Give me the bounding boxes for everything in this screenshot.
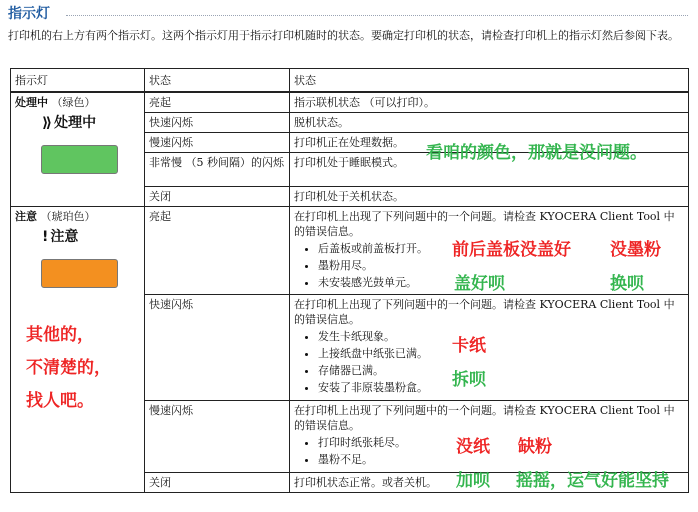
header-status: 状态 bbox=[290, 69, 689, 93]
indicator-table bbox=[10, 68, 689, 493]
list-item: • 后盖板或前盖板打开。 bbox=[318, 241, 684, 256]
attention-name: 注意 bbox=[15, 210, 37, 223]
annotation-left-others bbox=[26, 319, 111, 418]
state-cell: 慢速闪烁 bbox=[145, 133, 290, 153]
desc-text: 在打印机上出现了下列问题中的一个问题。请检查 KYOCERA Client Tool 中的错误信息。 bbox=[294, 404, 675, 432]
desc-cell: 打印机状态正常。或者关机。 bbox=[290, 473, 689, 493]
list-item: • 上接纸盘中纸张已满。 bbox=[318, 346, 684, 361]
state-cell: 关闭 bbox=[145, 187, 290, 207]
annotation-toner-empty: 没墨粉 bbox=[610, 240, 661, 260]
state-cell: 亮起 bbox=[145, 92, 290, 113]
desc-text: 在打印机上出现了下列问题中的一个问题。请检查 KYOCERA Client Tool 中的错误信息。 bbox=[294, 298, 675, 326]
exclamation-icon: ! bbox=[42, 229, 48, 245]
state-cell: 快速闪烁 bbox=[145, 113, 290, 133]
list-item: • 安装了非原装墨粉盒。 bbox=[318, 380, 684, 395]
annotation-left-line3: 找人吧。 bbox=[26, 391, 94, 411]
annotation-toner-fix: 换呗 bbox=[610, 274, 644, 294]
annotation-low-toner: 缺粉 bbox=[518, 437, 552, 457]
header-state: 状态 bbox=[145, 69, 290, 93]
annotation-low-toner-fix: 摇摇，运气好能坚持 bbox=[516, 471, 669, 491]
annotation-color-ok: 看咱的颜色，那就是没问题。 bbox=[426, 143, 647, 163]
desc-cell: 打印机处于睡眠模式。 bbox=[290, 153, 689, 187]
processing-panel-label bbox=[42, 116, 140, 131]
table-row bbox=[11, 207, 689, 295]
table-row bbox=[11, 92, 689, 113]
processing-panel-text: 处理中 bbox=[54, 115, 97, 131]
state-cell: 慢速闪烁 bbox=[145, 401, 290, 473]
desc-text: 在打印机上出现了下列问题中的一个问题。请检查 KYOCERA Client Tool 中的错误信息。 bbox=[294, 210, 675, 238]
processing-indicator-cell bbox=[11, 92, 145, 207]
problem-list bbox=[294, 329, 684, 395]
intro-paragraph: 打印机的右上方有两个指示灯。这两个指示灯用于指示打印机随时的状态。要确定打印机的状态，请检查打印机上的指示灯然后参阅下表。 bbox=[8, 29, 679, 42]
page-title: 指示灯 bbox=[8, 6, 50, 22]
list-item: • 存储器已满。 bbox=[318, 363, 684, 378]
annotation-no-paper-fix: 加呗 bbox=[456, 471, 490, 491]
header-indicator: 指示灯 bbox=[11, 69, 145, 93]
double-chevron-icon: ⟫ bbox=[42, 115, 52, 131]
attention-color: （琥珀色） bbox=[40, 210, 96, 223]
attention-panel-label bbox=[42, 230, 140, 245]
table-header-row bbox=[11, 69, 689, 93]
annotation-cover-fix: 盖好呗 bbox=[454, 274, 505, 294]
state-cell: 非常慢 （5 秒间隔）的闪烁 bbox=[145, 153, 290, 187]
attention-panel-text: 注意 bbox=[50, 229, 79, 245]
state-cell: 亮起 bbox=[145, 207, 290, 295]
list-item: • 打印时纸张耗尽。 bbox=[318, 435, 684, 450]
green-lamp-icon bbox=[41, 145, 118, 174]
annotation-jam-fix: 拆呗 bbox=[452, 370, 486, 390]
annotation-no-paper: 没纸 bbox=[456, 437, 490, 457]
desc-cell: 打印机正在处理数据。 bbox=[290, 133, 689, 153]
processing-color: （绿色） bbox=[51, 96, 96, 109]
list-item: • 墨粉不足。 bbox=[318, 452, 684, 467]
desc-cell: 打印机处于关机状态。 bbox=[290, 187, 689, 207]
amber-lamp-icon bbox=[41, 259, 118, 288]
processing-name: 处理中 bbox=[15, 96, 48, 109]
state-cell: 快速闪烁 bbox=[145, 295, 290, 401]
desc-cell: 指示联机状态 （可以打印）。 bbox=[290, 92, 689, 113]
title-divider bbox=[66, 15, 688, 16]
annotation-left-line2: 不清楚的， bbox=[26, 358, 111, 378]
annotation-cover-problem: 前后盖板没盖好 bbox=[452, 240, 571, 260]
desc-cell: 脱机状态。 bbox=[290, 113, 689, 133]
desc-cell bbox=[290, 295, 689, 401]
list-item: • 发生卡纸现象。 bbox=[318, 329, 684, 344]
list-item: • 墨粉用尽。 bbox=[318, 258, 684, 273]
list-item: • 未安装感光鼓单元。 bbox=[318, 275, 684, 290]
annotation-left-line1: 其他的， bbox=[26, 325, 94, 345]
state-cell: 关闭 bbox=[145, 473, 290, 493]
annotation-jam: 卡纸 bbox=[452, 336, 486, 356]
